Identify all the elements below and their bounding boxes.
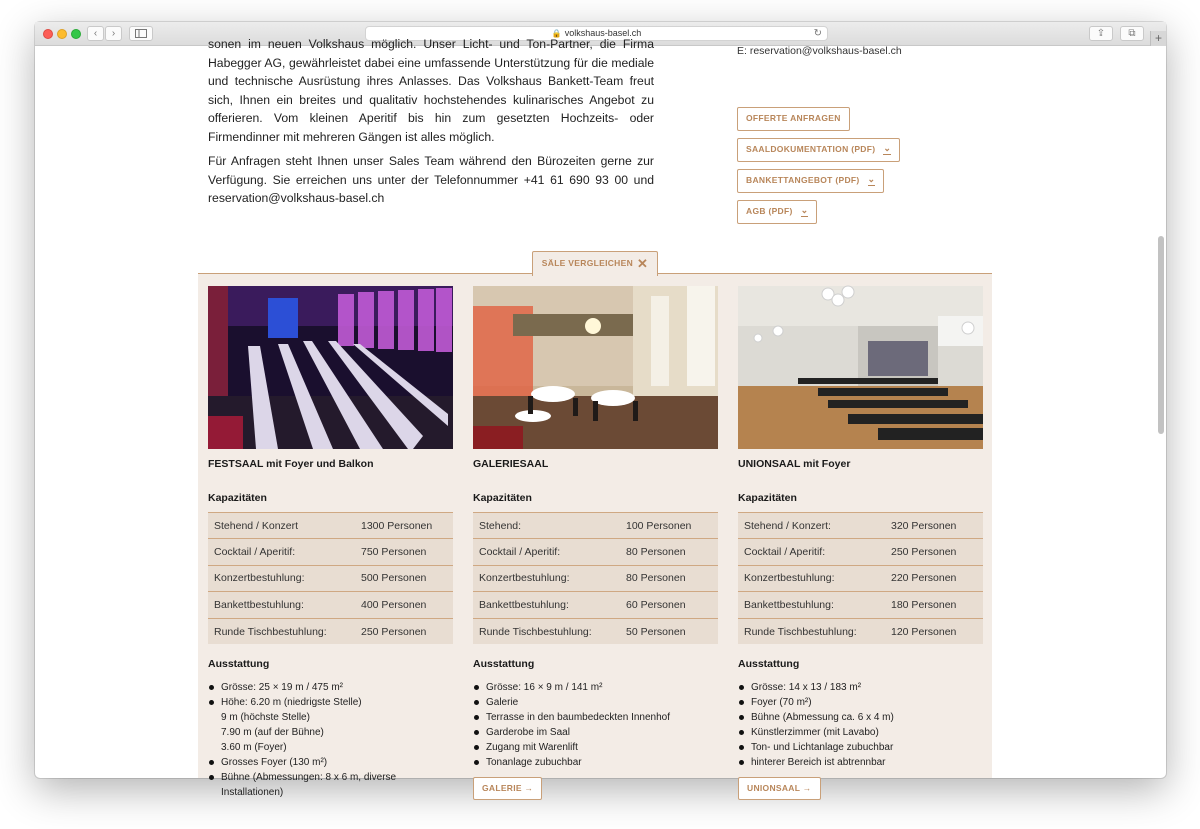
list-item: Grosses Foyer (130 m²) bbox=[208, 755, 453, 770]
capacity-value: 320 Personen bbox=[891, 513, 983, 539]
list-item: 9 m (höchste Stelle) bbox=[221, 712, 310, 724]
download-icon: ⌄ bbox=[883, 143, 892, 153]
bankettangebot-pdf-button[interactable] bbox=[737, 169, 884, 193]
close-window-button[interactable] bbox=[43, 29, 53, 39]
contact-email[interactable]: E: reservation@volkshaus-basel.ch bbox=[737, 45, 902, 57]
capacities-heading: Kapazitäten bbox=[208, 492, 267, 504]
list-item: Ton- und Lichtanlage zubuchbar bbox=[738, 740, 983, 755]
table-row bbox=[738, 618, 983, 644]
list-item: Grösse: 14 x 13 / 183 m² bbox=[738, 680, 983, 695]
list-item: Installationen) bbox=[221, 787, 284, 799]
equipment-list bbox=[473, 680, 718, 770]
intro-text bbox=[208, 37, 654, 214]
capacities-heading: Kapazitäten bbox=[473, 492, 532, 504]
download-icon: ⌄ bbox=[867, 174, 876, 184]
capacity-label: Bankettbestuhlung: bbox=[208, 592, 361, 618]
list-item: Garderobe im Saal bbox=[473, 725, 718, 740]
list-item: Grösse: 16 × 9 m / 141 m² bbox=[473, 680, 718, 695]
capacity-value: 180 Personen bbox=[891, 592, 983, 618]
compare-halls-toggle[interactable] bbox=[532, 251, 658, 276]
table-row bbox=[738, 539, 983, 565]
offerte-anfragen-button[interactable] bbox=[737, 107, 850, 131]
list-item: Foyer (70 m²) bbox=[738, 695, 983, 710]
capacity-value: 120 Personen bbox=[891, 618, 983, 644]
table-row bbox=[208, 618, 453, 644]
table-row bbox=[473, 592, 718, 618]
agb-label: AGB (PDF) bbox=[746, 206, 793, 216]
table-row bbox=[738, 592, 983, 618]
hall-name: FESTSAAL mit Foyer und Balkon bbox=[208, 458, 374, 470]
zoom-window-button[interactable] bbox=[71, 29, 81, 39]
close-icon[interactable]: ✕ bbox=[637, 256, 649, 271]
new-tab-button[interactable]: + bbox=[1150, 31, 1166, 46]
equipment-heading: Ausstattung bbox=[208, 658, 270, 671]
table-row bbox=[738, 565, 983, 591]
capacity-label: Runde Tischbestuhlung: bbox=[208, 618, 361, 644]
table-row bbox=[473, 513, 718, 539]
capacity-value: 500 Personen bbox=[361, 565, 453, 591]
table-row bbox=[208, 513, 453, 539]
list-item: Bühne (Abmessungen: 8 x 6 m, diverse bbox=[208, 770, 453, 785]
table-row bbox=[473, 565, 718, 591]
capacity-value: 80 Personen bbox=[626, 539, 718, 565]
saaldokumentation-label: SAALDOKUMENTATION (PDF) bbox=[746, 144, 876, 154]
capacity-value: 220 Personen bbox=[891, 565, 983, 591]
table-row bbox=[473, 618, 718, 644]
capacities-heading: Kapazitäten bbox=[738, 492, 797, 504]
capacity-table bbox=[473, 512, 718, 644]
capacity-label: Stehend / Konzert: bbox=[738, 513, 891, 539]
download-icon: ⌄ bbox=[800, 205, 809, 215]
intro-paragraph-1: sonen im neuen Volkshaus möglich. Unser Licht- und Ton-Partner, die Firma Habegger AG, gewährleistet dabei eine umfassende Unterstützung für die mediale und technische Ausrüstung ihres Anlasses. Das Volkshaus Bankett-Team freut sich, Ihnen ein breites und qualitativ hochstehendes kulinarisches Angebot zu offerieren. Vom kleinen Aperitif bis hin zum gesetzten Hochzeits- oder Firmendinner mit mehreren Gängen ist alles möglich. bbox=[208, 37, 654, 144]
capacity-value: 60 Personen bbox=[626, 592, 718, 618]
hall-photo[interactable] bbox=[208, 286, 453, 449]
hall-column bbox=[738, 286, 983, 800]
capacity-value: 80 Personen bbox=[626, 565, 718, 591]
hall-column bbox=[473, 286, 718, 800]
capacity-label: Runde Tischbestuhlung: bbox=[738, 618, 891, 644]
capacity-value: 100 Personen bbox=[626, 513, 718, 539]
capacity-label: Bankettbestuhlung: bbox=[738, 592, 891, 618]
hall-photo[interactable] bbox=[473, 286, 718, 449]
share-button[interactable]: ⇪ bbox=[1089, 26, 1113, 41]
minimize-window-button[interactable] bbox=[57, 29, 67, 39]
list-item: 3.60 m (Foyer) bbox=[221, 742, 287, 754]
capacity-label: Bankettbestuhlung: bbox=[473, 592, 626, 618]
capacity-value: 250 Personen bbox=[361, 618, 453, 644]
list-item: Zugang mit Warenlift bbox=[473, 740, 718, 755]
capacity-value: 750 Personen bbox=[361, 539, 453, 565]
table-row bbox=[208, 539, 453, 565]
capacity-label: Konzertbestuhlung: bbox=[473, 565, 626, 591]
hall-column bbox=[208, 286, 453, 800]
hall-detail-button[interactable]: GALERIE → bbox=[473, 777, 542, 800]
list-item: Bühne (Abmessung ca. 6 x 4 m) bbox=[738, 710, 983, 725]
scrollbar-thumb[interactable] bbox=[1158, 236, 1164, 434]
capacity-label: Konzertbestuhlung: bbox=[738, 565, 891, 591]
forward-button[interactable]: › bbox=[105, 26, 122, 41]
list-item: Grösse: 25 × 19 m / 475 m² bbox=[208, 680, 453, 695]
compare-label: SÄLE VERGLEICHEN bbox=[541, 258, 634, 268]
lock-icon: 🔒 bbox=[551, 29, 562, 38]
hall-name: GALERIESAAL bbox=[473, 458, 549, 470]
list-item: hinterer Bereich ist abtrennbar bbox=[738, 755, 983, 770]
capacity-table bbox=[738, 512, 983, 644]
saaldokumentation-pdf-button[interactable] bbox=[737, 138, 900, 162]
sidebar-toggle-button[interactable] bbox=[129, 26, 153, 41]
capacity-table bbox=[208, 512, 453, 644]
capacity-value: 50 Personen bbox=[626, 618, 718, 644]
equipment-heading: Ausstattung bbox=[473, 658, 535, 671]
capacity-value: 400 Personen bbox=[361, 592, 453, 618]
capacity-label: Konzertbestuhlung: bbox=[208, 565, 361, 591]
table-row bbox=[208, 565, 453, 591]
browser-window bbox=[35, 22, 1166, 799]
list-item: Galerie bbox=[473, 695, 718, 710]
equipment-heading: Ausstattung bbox=[738, 658, 800, 671]
capacity-label: Cocktail / Aperitif: bbox=[738, 539, 891, 565]
equipment-list bbox=[738, 680, 983, 770]
capacity-label: Cocktail / Aperitif: bbox=[208, 539, 361, 565]
url-text: volkshaus-basel.ch bbox=[564, 28, 642, 38]
hall-detail-button[interactable]: UNIONSAAL → bbox=[738, 777, 821, 800]
hall-name: UNIONSAAL mit Foyer bbox=[738, 458, 851, 470]
sidebar-icon bbox=[135, 29, 147, 38]
list-item: Tonanlage zubuchbar bbox=[473, 755, 718, 770]
offerte-anfragen-label: OFFERTE ANFRAGEN bbox=[746, 113, 841, 123]
table-row bbox=[473, 539, 718, 565]
page-content bbox=[35, 37, 1166, 799]
compare-panel bbox=[198, 274, 992, 799]
capacity-value: 1300 Personen bbox=[361, 513, 453, 539]
capacity-label: Stehend: bbox=[473, 513, 626, 539]
list-item: Terrasse in den baumbedeckten Innenhof bbox=[473, 710, 718, 725]
back-button[interactable]: ‹ bbox=[87, 26, 104, 41]
bankettangebot-label: BANKETTANGEBOT (PDF) bbox=[746, 175, 860, 185]
capacity-label: Cocktail / Aperitif: bbox=[473, 539, 626, 565]
list-item: Künstlerzimmer (mit Lavabo) bbox=[738, 725, 983, 740]
tabs-overview-button[interactable]: ⧉ bbox=[1120, 26, 1144, 41]
agb-pdf-button[interactable] bbox=[737, 200, 817, 224]
capacity-value: 250 Personen bbox=[891, 539, 983, 565]
hall-photo[interactable] bbox=[738, 286, 983, 449]
capacity-label: Stehend / Konzert bbox=[208, 513, 361, 539]
equipment-list bbox=[208, 680, 453, 800]
list-item: Höhe: 6.20 m (niedrigste Stelle) bbox=[208, 695, 453, 710]
capacity-label: Runde Tischbestuhlung: bbox=[473, 618, 626, 644]
table-row bbox=[208, 592, 453, 618]
table-row bbox=[738, 513, 983, 539]
reload-icon[interactable]: ↻ bbox=[813, 28, 822, 39]
intro-paragraph-2: Für Anfragen steht Ihnen unser Sales Team während den Bürozeiten gerne zur Verfügung. Sie erreichen uns unter der Telefonnummer +41 61 690 93 00 und reservation@volkshaus-basel.ch bbox=[208, 154, 654, 205]
list-item: 7.90 m (auf der Bühne) bbox=[221, 727, 324, 739]
